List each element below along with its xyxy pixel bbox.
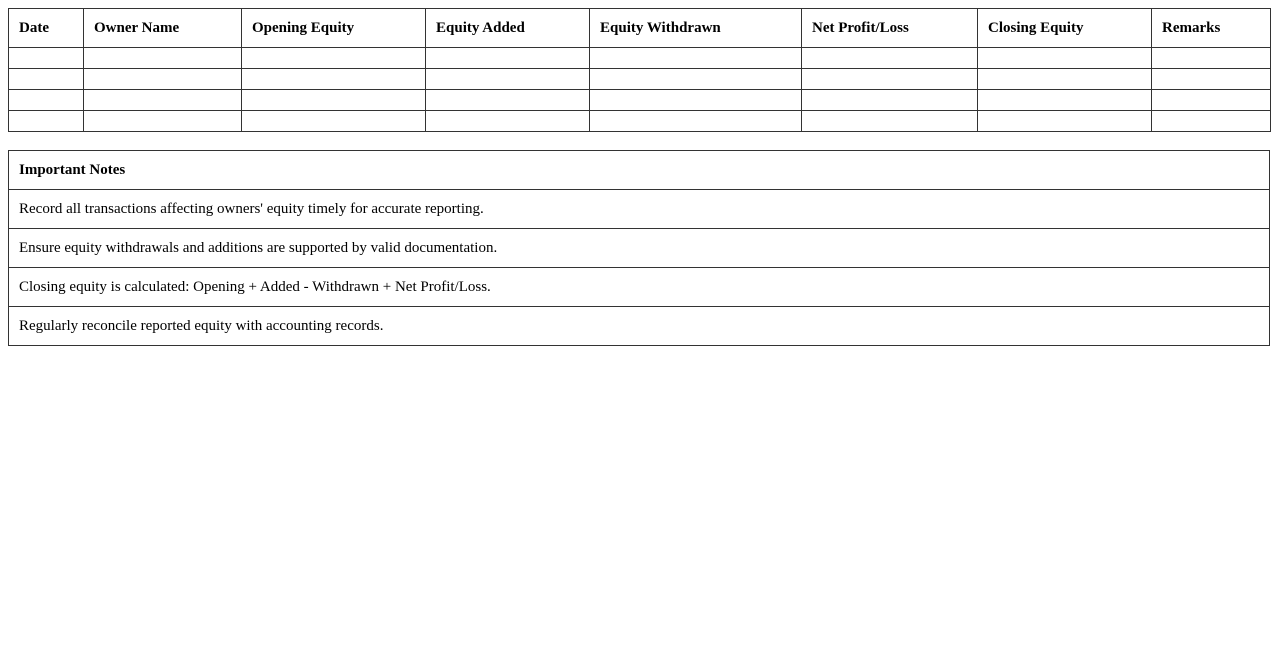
table-cell: [590, 111, 802, 132]
table-cell: [1152, 48, 1271, 69]
table-cell: [590, 69, 802, 90]
note-row: [9, 307, 1270, 346]
table-cell: [1152, 69, 1271, 90]
table-cell: [802, 90, 978, 111]
column-header-net-profit-loss: Net Profit/Loss: [802, 9, 978, 48]
table-cell: [9, 48, 84, 69]
table-cell: [242, 69, 426, 90]
note-row: [9, 190, 1270, 229]
note-item: Regularly reconcile reported equity with accounting records.: [9, 307, 1270, 346]
table-cell: [590, 90, 802, 111]
column-header-closing-equity: Closing Equity: [978, 9, 1152, 48]
table-cell: [978, 48, 1152, 69]
table-cell: [802, 111, 978, 132]
table-cell: [9, 111, 84, 132]
table-cell: [84, 90, 242, 111]
table-cell: [802, 48, 978, 69]
table-row: [9, 48, 1271, 69]
table-cell: [426, 69, 590, 90]
column-header-equity-added: Equity Added: [426, 9, 590, 48]
notes-header-row: [9, 151, 1270, 190]
table-cell: [426, 48, 590, 69]
note-item: Closing equity is calculated: Opening + Added - Withdrawn + Net Profit/Loss.: [9, 268, 1270, 307]
note-item: Record all transactions affecting owners' equity timely for accurate reporting.: [9, 190, 1270, 229]
column-header-owner-name: Owner Name: [84, 9, 242, 48]
note-row: [9, 229, 1270, 268]
table-row: [9, 111, 1271, 132]
table-header-row: [9, 9, 1271, 48]
table-cell: [978, 111, 1152, 132]
table-row: [9, 90, 1271, 111]
table-cell: [242, 90, 426, 111]
table-cell: [84, 69, 242, 90]
table-cell: [84, 111, 242, 132]
table-cell: [1152, 111, 1271, 132]
column-header-opening-equity: Opening Equity: [242, 9, 426, 48]
note-item: Ensure equity withdrawals and additions are supported by valid documentation.: [9, 229, 1270, 268]
column-header-remarks: Remarks: [1152, 9, 1271, 48]
table-cell: [242, 48, 426, 69]
column-header-date: Date: [9, 9, 84, 48]
table-cell: [590, 48, 802, 69]
table-cell: [426, 111, 590, 132]
table-cell: [802, 69, 978, 90]
table-row: [9, 69, 1271, 90]
table-cell: [1152, 90, 1271, 111]
table-cell: [9, 69, 84, 90]
table-cell: [978, 69, 1152, 90]
column-header-equity-withdrawn: Equity Withdrawn: [590, 9, 802, 48]
important-notes-table: [8, 150, 1270, 346]
note-row: [9, 268, 1270, 307]
table-cell: [9, 90, 84, 111]
table-cell: [978, 90, 1152, 111]
table-cell: [242, 111, 426, 132]
table-cell: [426, 90, 590, 111]
table-cell: [84, 48, 242, 69]
notes-title: Important Notes: [9, 151, 1270, 190]
equity-ledger-table: [8, 8, 1271, 132]
